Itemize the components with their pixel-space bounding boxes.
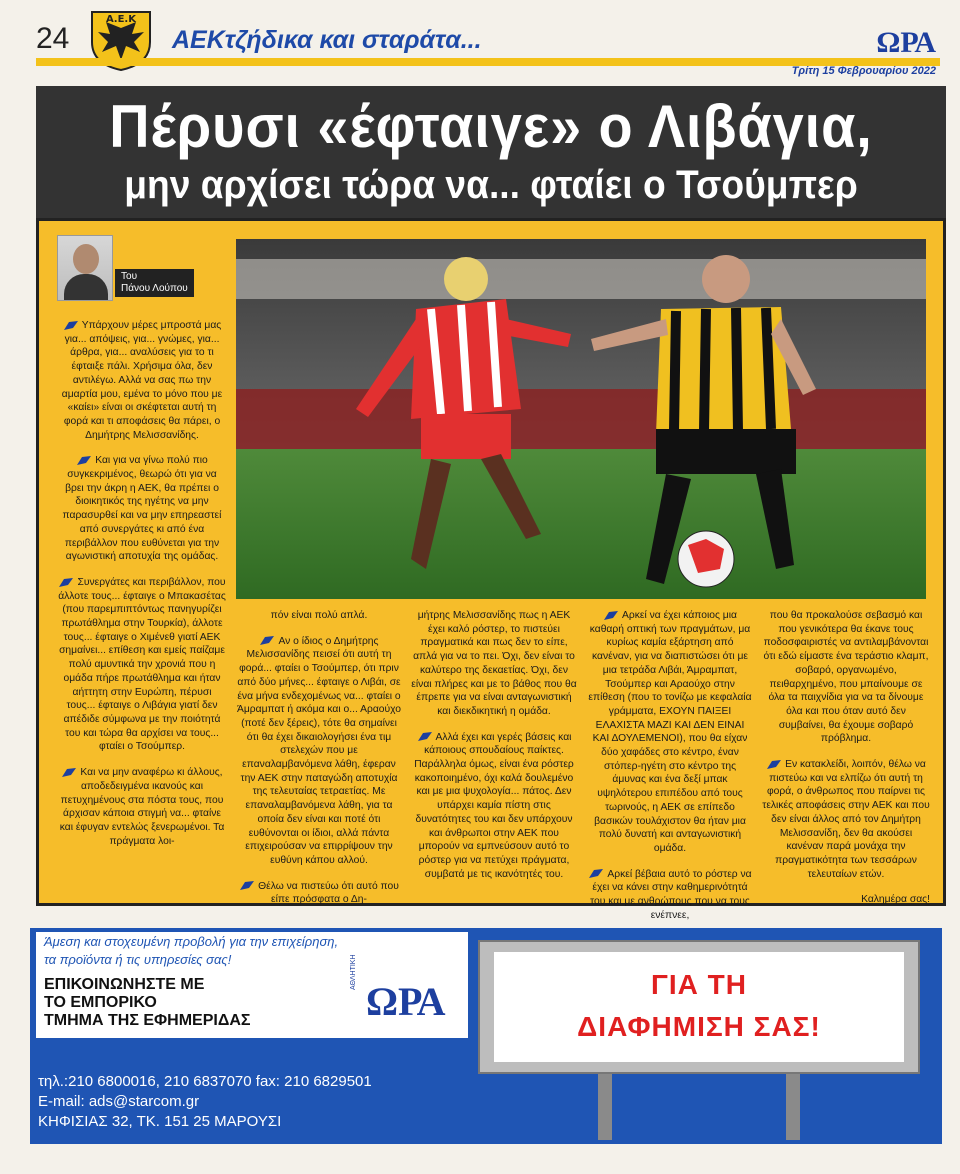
ad-tagline-1: Άμεση και στοχευμένη προβολή για την επιχείρηση, [36,932,468,952]
article-column-3 [411,609,577,893]
pen-bullet-icon [259,635,275,646]
advertisement[interactable] [30,928,942,1144]
pen-bullet-icon [61,767,77,778]
pen-bullet-icon [417,731,433,742]
paragraph: Και για να γίνω πολύ πιο συγκεκριμένος, θεωρώ ότι για να βρει την άκρη η ΑΕΚ, θα πρέπει ο διοικητικός της ηγέτης να μην παρασυρθεί και να μην επηρεαστεί από συνεργάτες κι από ένα περιβάλλον που ευθύνεται για την αγωνιστική αποτυχία της ομάδας. [62,455,222,563]
ad-phone-fax[interactable]: τηλ.:210 6800016, 210 6837070 fax: 210 6829501 [38,1073,372,1090]
match-photo [236,239,926,599]
ad-logo-small: ΑΘΛΗΤΙΚΗ [350,954,357,990]
billboard-face [494,952,904,1062]
issue-date: Τρίτη 15 Φεβρουαρίου 2022 [791,65,936,77]
paragraph: Υπάρχουν μέρες μπροστά μας για... απόψεις, για... γνώμες, για... άρθρα, για... αναλύσεις για το τι έφταιξε πάλι. Χρήσιμα όλα, δεν αντιλέγω. Αλλά να σας πω την αμαρτία μου, εμένα το μόνο που με «καίει» είναι οι σκέφτεται αυτή τη φορά και τι αποφάσεις θα πάρει, ο Δημήτρης Μελισσανίδης. [61,320,223,441]
ad-address: ΚΗΦΙΣΙΑΣ 32, ΤΚ. 151 25 ΜΑΡΟΥΣΙ [38,1113,282,1130]
paragraph: που θα προκαλούσε σεβασμό και που γενικότερα θα έκανε τους ποδοσφαιριστές να αντιλαμβάνονται ότι εδώ είμαστε ένα τεράστιο κλαμπ, σοβαρό, οργανωμένο, πειθαρχημένο, που μπαίνουμε σε όλα τα παιχνίδια για να τα δίνουμε όλα και που όταν αυτό δεν συμβαίνει, θα έχουμε σοβαρό πρόβλημα. [763,610,929,745]
ad-email[interactable]: E-mail: ads@starcom.gr [38,1093,200,1110]
section-title: ΑΕΚτζήδικα και σταράτα... [172,26,482,54]
pen-bullet-icon [76,455,92,466]
paragraph: Αρκεί να έχει κάποιος μια καθαρή οπτική των πραγμάτων, μα κυρίως καμία εξάρτηση από κανέναν, για να διαπιστώσει ότι με μια τετράδα Λιβάι, Άμραμπατ, Τσούμπερ και Αραούχο στην επίθεση (που το τονίζω με κεφαλαία γράμματα, ΕΧΟΥΝ ΠΑΙΞΕΙ ΕΛΑΧΙΣΤΑ ΜΑΖΙ ΚΑΙ ΔΕΝ ΕΙΝΑΙ ΚΑΙ ΔΟΥΛΕΜΕΝΟΙ), που θα είχαν δύο χαφάδες στο κέντρο, έναν στόπερ-ηγέτη στο κέντρο της άμυνας και ένα δεξί μπακ υψηλότερου επιπέδου από τους τωρινούς, η ΑΕΚ σε επίπεδο βασικών τουλάχιστον θα ήταν μια πολύ δυνατή και ανταγωνιστική ομάδα. [588,610,752,854]
paragraph: Συνεργάτες και περιβάλλον, που άλλοτε τους... έφταιγε ο Μπακασέτας (που παρεμπιπτόντως πανηγυρίζει πρωτάθλημα στην Τουρκία), άλλοτε τους... έφταιγε ο Χιμένεθ γιατί ΑΕΚ σημαίνει... επίθεση και εμείς παίζαμε πολύ αμυντικά την χρονιά που η ομάδα πήρε πρωτάθλημα και ήταν αήττητη στην Ευρώπη, πέρυσι τους... έφταιγε ο Λιβάγια γιατί δεν απέδιδε σύμφωνα με την ποιότητά του και τώρα θα αρχίσει να τους... φταίει ο Τσούμπερ. [58,576,226,753]
ad-tagline-2: τα προϊόντα ή τις υπηρεσίες σας! [36,952,468,970]
ad-brand-logo [346,954,458,1034]
billboard-frame [478,940,920,1074]
page-header [0,0,960,88]
headline-line2: μην αρχίσει τώρα να... φταίει ο Τσούμπερ [124,163,858,207]
author-photo [57,235,113,301]
author-label [115,269,194,297]
author-byline [57,235,237,305]
article-column-5 [762,609,930,907]
ad-logo-text: ΩΡΑ [366,979,446,1024]
author-name: Πάνου Λούπου [121,283,188,294]
paragraph: Αλλά έχει και γερές βάσεις και κάποιους σπουδαίους παίκτες. Παράλληλα όμως, είναι ένα ρόστερ κακοποιημένο, όχι καλά δουλεμένο και με μια ψυχολογία... πάτος. Δεν υπάρχει καμία πίστη στις δυνατότητες του και δεν υπάρχουν και άνθρωποι στην ΑΕΚ που μπορούν να εμπνεύσουν αυτό το ρόστερ για να πετύχει πράγματα, συμβατά με τις ικανότητές του. [414,731,574,880]
article-body [36,218,946,921]
page-number: 24 [36,22,70,55]
paragraph: Εν κατακλείδι, λοιπόν, θέλω να πιστεύω και να ελπίζω ότι αυτή τη φορά, ο άνθρωπος που παίρνει τις τελικές αποφάσεις στην ΑΕΚ και που δεν είναι άλλος από τον Δημήτρη Μελισσανίδη, δεν θα ακούσει κανέναν παρά μονάχα την πραγματικότητα των τεσσάρων τελευταίων ετών. [762,759,930,880]
paragraph: Θέλω να πιστεύω ότι αυτό που είπε πρόσφατα ο Δη- [236,880,402,907]
billboard-post [598,1074,612,1140]
paragraph: Αρκεί βέβαια αυτό το ρόστερ να έχει να κάνει στην καθημερινότητά του και με ανθρώπους που να τους ενέπνεε, [590,868,752,921]
paragraph: πόν είναι πολύ απλά. [270,610,368,621]
brand-logo: ΩΡΑ [876,26,936,59]
billboard-line2: ΔΙΑΦΗΜΙΣΗ ΣΑΣ! [577,1011,821,1042]
pen-bullet-icon [588,868,604,879]
article-column-4 [587,609,753,934]
article-column-1 [57,319,227,860]
pen-bullet-icon [603,610,619,621]
pen-bullet-icon [58,577,74,588]
crest-text: Α.Ε.Κ [106,14,136,25]
billboard-line1: ΓΙΑ ΤΗ [651,969,747,1000]
article-column-2 [236,609,402,919]
paragraph: Αν ο ίδιος ο Δημήτρης Μελισσανίδης πεισεί ότι αυτή τη φορά... φταίει ο Τσούμπερ, ότι πριν από δύο μήνες... έφταιγε ο Λιβάι, σε ένα μήνα ενδεχομένως να... φταίει ο Άμραμπατ ή ακόμα και ο... Αραούχο (ποτέ δεν ξέρεις), τότε θα σημαίνει ότι θα έχει δικαιολογήσει ένα τιμ στελεχών που με επαναλαμβανόμενα λάθη, έφεραν την ΑΕΚ στην παταγώδη αποτυχία της τελευταίας τετραετίας. Με επαναλαμβανόμενα λάθη, για τα οποία δεν είναι και ποτέ ότι ευθύνονται οι ίδιοι, αλλά πάντα επιχειρούσαν να επιρρίψουν την ευθύνη κάπου αλλού. [236,635,402,866]
billboard-post [786,1074,800,1140]
pen-bullet-icon [239,880,255,891]
headline-line1: Πέρυσι «έφταιγε» ο Λιβάγια, [109,93,873,160]
signoff: Καλημέρα σας! [861,894,930,906]
pen-bullet-icon [766,759,782,770]
headline-banner [36,86,946,218]
author-prefix: Του [121,271,138,282]
paragraph: Και να μην αναφέρω κι άλλους, αποδεδειγμένα ικανούς και πετυχημένους στα πόστα τους, που άρχισαν κάποια στιγμή να... φταίνε και έφυγαν εντελώς ξενερωμένοι. Τα πράγματα λοι- [59,767,225,847]
ad-contact-text: ΕΠΙΚΟΙΝΩΝΗΣΤΕ ΜΕ ΤΟ ΕΜΠΟΡΙΚΟ ΤΜΗΜΑ ΤΗΣ ΕΦΗΜΕΡΙΔΑΣ [44,976,251,1029]
ad-contact-details [38,1072,372,1132]
paragraph: μήτρης Μελισσανίδης πως η ΑΕΚ έχει καλό ρόστερ, το πιστεύει πραγματικά και πως δεν το είπε, απλά για να το πει. Όχι, δεν είναι το καλύτερο της δεκαετίας. Όχι, δεν είναι πλήρες και με το βάθος που θα έπρεπε για να είναι ανταγωνιστική και διεκδικητική η ομάδα. [411,610,577,717]
pen-bullet-icon [63,320,79,331]
billboard-graphic [478,940,920,1140]
